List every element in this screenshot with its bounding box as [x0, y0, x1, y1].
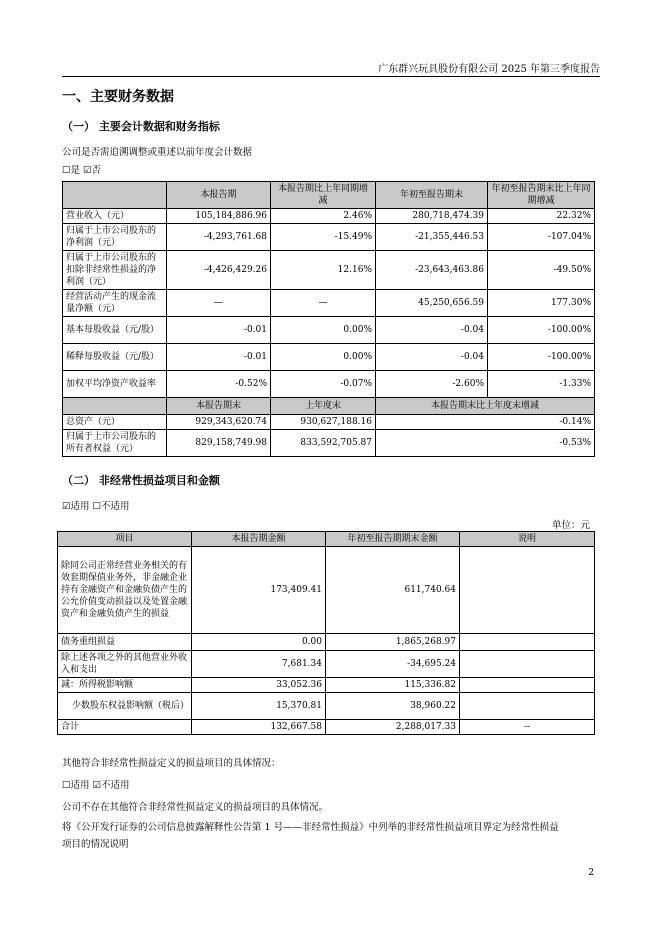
row-label: 减：所得税影响额 [58, 678, 192, 693]
row-label: 少数股东权益影响额（税后） [58, 693, 192, 720]
non-recurring-table [57, 531, 595, 735]
other-items-desc: 其他符合非经常性损益定义的损益项目的具体情况： [62, 758, 281, 769]
value-cell: -0.53% [376, 430, 595, 457]
value-cell: 177.30% [488, 290, 595, 317]
row-label: 加权平均净资产收益率 [63, 371, 167, 398]
table-row [63, 415, 595, 430]
value-cell: 45,250,656.59 [376, 290, 488, 317]
applicability-options: ☑适用 ☐不适用 [62, 501, 130, 512]
value-cell: 0.00% [271, 317, 376, 344]
value-cell: 829,158,749.98 [167, 430, 271, 457]
table-row [63, 290, 595, 317]
table-row [58, 651, 595, 678]
retro-options: ☐是 ☑否 [62, 165, 102, 176]
row-label: 基本每股收益（元/股） [63, 317, 167, 344]
header-cell: 年初至报告期期末金额 [326, 532, 460, 547]
table-row [63, 371, 595, 398]
row-label: 营业收入（元） [63, 209, 167, 224]
value-cell: 115,336.82 [326, 678, 460, 693]
row-label: 归属于上市公司股东的所有者权益（元） [63, 430, 167, 457]
note-cell [460, 678, 595, 693]
table-row [63, 251, 595, 290]
header-cell: 本报告期末 [167, 398, 271, 415]
section-title: 一、主要财务数据 [62, 89, 174, 105]
value-cell: 7,681.34 [192, 651, 326, 678]
value-cell: 2.46% [271, 209, 376, 224]
retro-question: 公司是否需追溯调整或重述以前年度会计数据 [62, 147, 253, 158]
value-cell: 132,667.58 [192, 720, 326, 735]
table-row [63, 224, 595, 251]
header-cell: 本报告期 [167, 182, 271, 209]
row-label: 除同公司正常经营业务相关的有效套期保值业务外，非金融企业持有金融资产和金融负债产生的公允价值变动损益以及处置金融资产和金融负债产生的损益 [58, 547, 192, 634]
value-cell: -1.33% [488, 371, 595, 398]
row-label: 归属于上市公司股东的扣除非经常性损益的净利润（元） [63, 251, 167, 290]
note-cell [460, 693, 595, 720]
no-other-items: 公司不存在其他符合非经常性损益定义的损益项目的具体情况。 [62, 802, 329, 813]
table-row [63, 430, 595, 457]
header-cell: 说明 [460, 532, 595, 547]
row-label: 债务重组损益 [58, 634, 192, 651]
table-header-row [63, 182, 595, 209]
applicability-options-2: ☐适用 ☑不适用 [62, 780, 130, 791]
value-cell: 0.00% [271, 344, 376, 371]
table-row [63, 317, 595, 344]
value-cell: -0.07% [271, 371, 376, 398]
header-cell: 本报告期比上年同期增减 [271, 182, 376, 209]
value-cell: -0.01 [167, 344, 271, 371]
value-cell: -0.01 [167, 317, 271, 344]
value-cell: -0.52% [167, 371, 271, 398]
header-cell: 本报告期金额 [192, 532, 326, 547]
value-cell: 33,052.36 [192, 678, 326, 693]
value-cell: 173,409.41 [192, 547, 326, 634]
note-cell [460, 651, 595, 678]
row-label: 经营活动产生的现金流量净额（元） [63, 290, 167, 317]
value-cell: — [167, 290, 271, 317]
value-cell: -0.04 [376, 317, 488, 344]
value-cell: 22.32% [488, 209, 595, 224]
value-cell: 105,184,886.96 [167, 209, 271, 224]
value-cell: -4,293,761.68 [167, 224, 271, 251]
value-cell: 12.16% [271, 251, 376, 290]
value-cell: 0.00 [192, 634, 326, 651]
table-header-row-2 [63, 398, 595, 415]
value-cell: 611,740.64 [326, 547, 460, 634]
note-line-2: 项目的情况说明 [62, 839, 129, 850]
table-row [58, 678, 595, 693]
header-rule [62, 76, 600, 77]
value-cell: -34,695.24 [326, 651, 460, 678]
value-cell: -0.04 [376, 344, 488, 371]
value-cell: 1,865,268.97 [326, 634, 460, 651]
value-cell: -107.04% [488, 224, 595, 251]
row-label: 合计 [58, 720, 192, 735]
note-cell: -- [460, 720, 595, 735]
header-cell: 本报告期末比上年度末增减 [376, 398, 595, 415]
value-cell: 929,343,620.74 [167, 415, 271, 430]
subsection-title-2: （二） 非经常性损益项目和金额 [62, 474, 220, 487]
row-label: 总资产（元） [63, 415, 167, 430]
page-number: 2 [588, 868, 594, 878]
table-row [58, 547, 595, 634]
row-label: 稀释每股收益（元/股） [63, 344, 167, 371]
value-cell: -0.14% [376, 415, 595, 430]
value-cell: -15.49% [271, 224, 376, 251]
value-cell: -21,355,446.53 [376, 224, 488, 251]
note-line-1: 将《公开发行证券的公司信息披露解释性公告第 1 号——非经常性损益》中列举的非经常性损益项目界定为经常性损益 [62, 822, 559, 833]
row-label: 除上述各项之外的其他营业外收入和支出 [58, 651, 192, 678]
header-cell: 年初至报告期末 [376, 182, 488, 209]
unit-label: 单位：元 [551, 520, 590, 531]
note-cell [460, 634, 595, 651]
table-row [58, 720, 595, 735]
value-cell: -2.60% [376, 371, 488, 398]
header-cell [63, 182, 167, 209]
value-cell: -23,643,463.86 [376, 251, 488, 290]
header-cell: 上年度末 [271, 398, 376, 415]
table-row [58, 634, 595, 651]
financial-data-table [62, 181, 595, 457]
table-row [58, 693, 595, 720]
header-cell [63, 398, 167, 415]
value-cell: 280,718,474.39 [376, 209, 488, 224]
note-cell [460, 547, 595, 634]
table-header-row [58, 532, 595, 547]
page-header: 广东群兴玩具股份有限公司 2025 年第三季度报告 [378, 64, 600, 75]
header-cell: 年初至报告期末比上年同期增减 [488, 182, 595, 209]
table-row [63, 344, 595, 371]
value-cell: 833,592,705.87 [271, 430, 376, 457]
header-cell: 项目 [58, 532, 192, 547]
value-cell: 38,960.22 [326, 693, 460, 720]
value-cell: -49.50% [488, 251, 595, 290]
table-row [63, 209, 595, 224]
value-cell: 15,370.81 [192, 693, 326, 720]
value-cell: — [271, 290, 376, 317]
value-cell: 930,627,188.16 [271, 415, 376, 430]
row-label: 归属于上市公司股东的净利润（元） [63, 224, 167, 251]
value-cell: 2,288,017.33 [326, 720, 460, 735]
value-cell: -100.00% [488, 344, 595, 371]
value-cell: -4,426,429.26 [167, 251, 271, 290]
subsection-title-1: （一） 主要会计数据和财务指标 [62, 120, 220, 133]
value-cell: -100.00% [488, 317, 595, 344]
